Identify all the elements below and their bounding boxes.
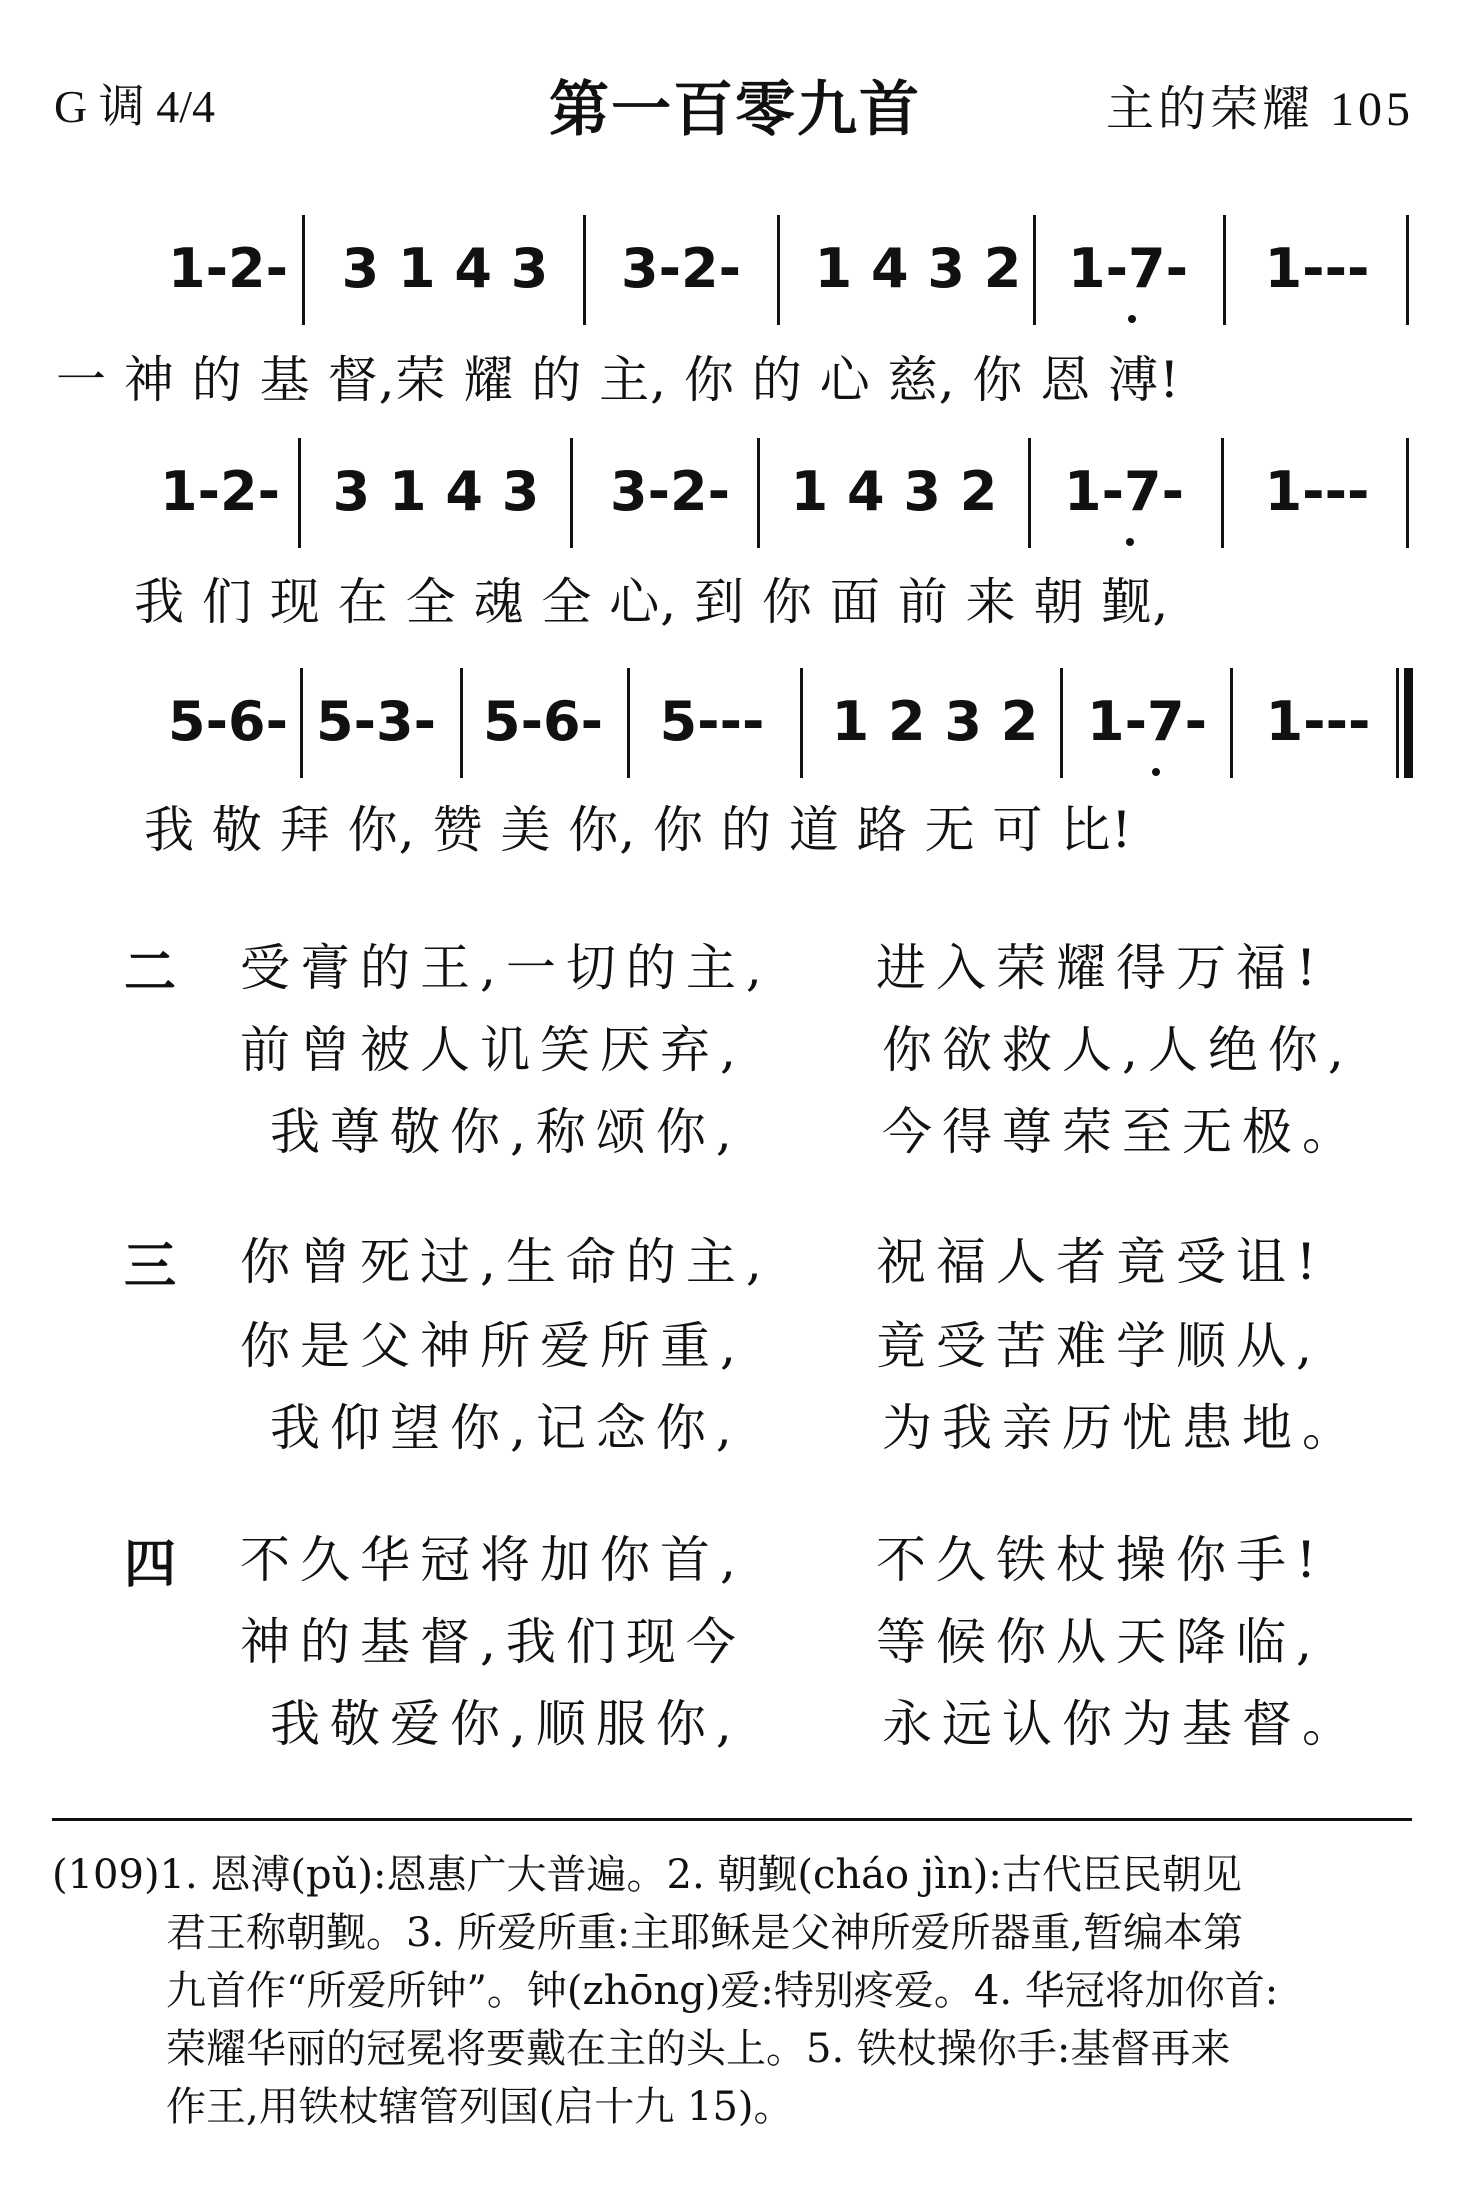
verse-number: 三 — [124, 1237, 177, 1297]
verse-number: 二 — [124, 943, 177, 1003]
verse-line-left: 我敬爱你,顺服你, — [270, 1695, 742, 1753]
measure: 1 4 3 2 — [790, 460, 998, 523]
measure: 3 1 4 3 — [341, 237, 549, 300]
barline — [1028, 438, 1031, 548]
verse-line-left: 你曾死过,生命的主, — [240, 1233, 772, 1291]
verse-line-right: 竟受苦难学顺从, — [876, 1317, 1322, 1375]
measure: 1-7- — [1068, 237, 1188, 300]
verse-line-left: 你是父神所爱所重, — [240, 1317, 746, 1375]
lyric-line-3: 我 敬 拜 你, 赞 美 你, 你 的 道 路 无 可 比! — [144, 801, 1133, 859]
barline — [570, 438, 573, 548]
barline — [583, 215, 586, 325]
measure: 5--- — [659, 690, 765, 753]
measure: 5-6- — [168, 690, 288, 753]
barline — [1223, 215, 1226, 325]
barline — [757, 438, 760, 548]
final-barline-thick — [1404, 668, 1413, 778]
verse-line-right: 不久铁杖操你手! — [876, 1531, 1327, 1589]
measure: 3-2- — [610, 460, 730, 523]
barline — [298, 438, 301, 548]
low-octave-dot — [1126, 538, 1134, 546]
key-signature: G 调 4/4 — [54, 81, 215, 132]
verse-line-left: 前曾被人讥笑厌弃, — [240, 1021, 746, 1079]
verse-line-left: 我仰望你,记念你, — [270, 1399, 742, 1457]
verse-line-right: 等候你从天降临, — [876, 1613, 1322, 1671]
final-barline-thin — [1396, 668, 1399, 778]
verse-line-right: 永远认你为基督。 — [882, 1695, 1362, 1753]
verse-line-right: 今得尊荣至无极。 — [882, 1103, 1362, 1161]
barline — [460, 668, 463, 778]
notation-staff-2 — [0, 438, 1470, 568]
measure: 1-2- — [160, 460, 280, 523]
measure: 1--- — [1264, 460, 1370, 523]
barline — [1060, 668, 1063, 778]
measure: 5-6- — [483, 690, 603, 753]
verse-line-left: 受膏的王,一切的主, — [240, 939, 772, 997]
measure: 1 2 3 2 — [831, 690, 1039, 753]
measure: 1-2- — [168, 237, 288, 300]
lyric-line-1: 一 神 的 基 督,荣 耀 的 主, 你 的 心 慈, 你 恩 溥! — [56, 351, 1181, 409]
barline — [1230, 668, 1233, 778]
barline — [1033, 215, 1036, 325]
barline — [1406, 438, 1409, 548]
hymn-reference: 主的荣耀 105 — [1105, 83, 1414, 136]
low-octave-dot — [1128, 315, 1136, 323]
notation-staff-1 — [0, 215, 1470, 345]
footnote-line: 君王称朝觐。3. 所爱所重:主耶稣是父神所爱所器重,暂编本第 — [166, 1910, 1244, 1956]
measure: 1--- — [1265, 690, 1371, 753]
footnote-line: (109)1. 恩溥(pǔ):恩惠广大普遍。2. 朝觐(cháo jìn):古代臣民朝见 — [52, 1852, 1242, 1898]
lyric-line-2: 我 们 现 在 全 魂 全 心, 到 你 面 前 来 朝 觐, — [134, 573, 1170, 631]
footnote-line: 九首作“所爱所钟”。钟(zhōng)爱:特别疼爱。4. 华冠将加你首: — [166, 1968, 1279, 2014]
measure: 5-3- — [316, 690, 436, 753]
verse-line-left: 我尊敬你,称颂你, — [270, 1103, 742, 1161]
barline — [627, 668, 630, 778]
verse-number: 四 — [124, 1535, 177, 1595]
notation-staff-3 — [0, 668, 1470, 798]
footnote-divider — [52, 1818, 1412, 1821]
footnote-line: 作王,用铁杖辖管列国(启十九 15)。 — [166, 2084, 794, 2130]
barline — [302, 215, 305, 325]
hymn-title: 第一百零九首 — [549, 75, 921, 145]
measure: 3 1 4 3 — [332, 460, 540, 523]
measure: 1--- — [1264, 237, 1370, 300]
barline — [1406, 215, 1409, 325]
verse-line-right: 进入荣耀得万福! — [876, 939, 1327, 997]
barline — [777, 215, 780, 325]
footnote-line: 荣耀华丽的冠冕将要戴在主的头上。5. 铁杖操你手:基督再来 — [166, 2026, 1231, 2072]
verse-line-left: 神的基督,我们现今 — [240, 1613, 746, 1671]
barline — [800, 668, 803, 778]
barline — [1221, 438, 1224, 548]
measure: 1-7- — [1064, 460, 1184, 523]
measure: 1-7- — [1087, 690, 1207, 753]
low-octave-dot — [1152, 768, 1160, 776]
verse-line-right: 为我亲历忧患地。 — [882, 1399, 1362, 1457]
verse-line-right: 祝福人者竟受诅! — [876, 1233, 1327, 1291]
verse-line-left: 不久华冠将加你首, — [240, 1531, 746, 1589]
measure: 3-2- — [621, 237, 741, 300]
measure: 1 4 3 2 — [814, 237, 1022, 300]
barline — [300, 668, 303, 778]
verse-line-right: 你欲救人,人绝你, — [882, 1021, 1354, 1079]
